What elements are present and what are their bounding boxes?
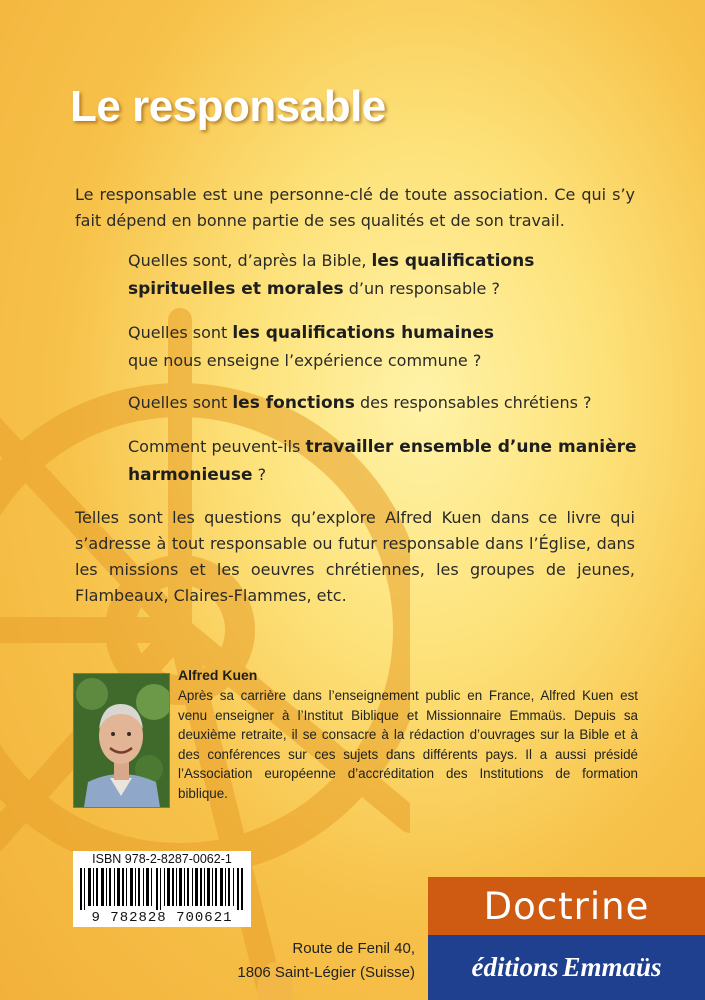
question-emphasis: les qualifications humaines [232,323,495,343]
author-bio: Après sa carrière dans l’enseignement public en France, Alfred Kuen est venu enseigner à l’Institut Biblique et Missionnaire Emmaüs. Depuis sa deuxième retraite, il se consacre à la rédaction d’ouvrages sur la Bible et à des conférences sur ces sujets dans différents pays. Il a aussi présidé l’Association européenne d’accréditation des Institutions de formation biblique. [178,688,638,801]
publisher-name-part: Emmaüs [562,952,662,982]
publisher-name-part: éditions [471,952,559,982]
question-teamwork [128,433,638,489]
question-text: d’un responsable ? [343,279,500,298]
collection-label: Doctrine [428,877,705,935]
question-text: des responsables chrétiens ? [354,393,592,412]
question-text: Quelles sont [128,393,233,412]
closing-paragraph: Telles sont les questions qu’explore Alfred Kuen dans ce livre qui s’adresse à tout responsable ou futur responsable dans l’Église, dans les missions et les oeuvres chrétiennes, les groupes de jeunes, Flambeaux, Claires-Flammes, etc. [75,508,635,605]
question-spiritual [128,247,638,303]
author-photo [73,673,170,808]
question-text: ? [252,465,267,484]
question-text: que nous enseigne l’expérience commune ? [128,351,482,370]
question-text: Quelles sont, d’après la Bible, [128,251,372,270]
author-name: Alfred Kuen [178,667,258,683]
address-line: 1806 Saint-Légier (Suisse) [237,964,415,981]
barcode-box [73,851,251,927]
question-functions [128,389,638,417]
intro-paragraph: Le responsable est une personne-clé de toute association. Ce qui s’y fait dépend en bonne partie de ses qualités et de son travail. [75,185,635,230]
publisher-logo [428,935,705,1000]
question-text: Quelles sont [128,323,233,342]
publisher-address [237,937,415,985]
isbn-label: ISBN 978-2-8287-0062-1 [92,852,232,866]
question-human [128,319,528,374]
book-title: Le responsable [70,82,386,131]
question-text: Comment peuvent-ils [128,437,306,456]
address-line: Route de Fenil 40, [292,940,415,957]
barcode-icon [80,868,244,910]
barcode-digits: 9 782828 700621 [91,910,233,926]
question-emphasis: les qualifications spirituelles et morales [128,251,535,299]
question-emphasis: travailler ensemble d’une manière harmonieuse [128,437,637,485]
question-emphasis: les fonctions [232,393,355,413]
